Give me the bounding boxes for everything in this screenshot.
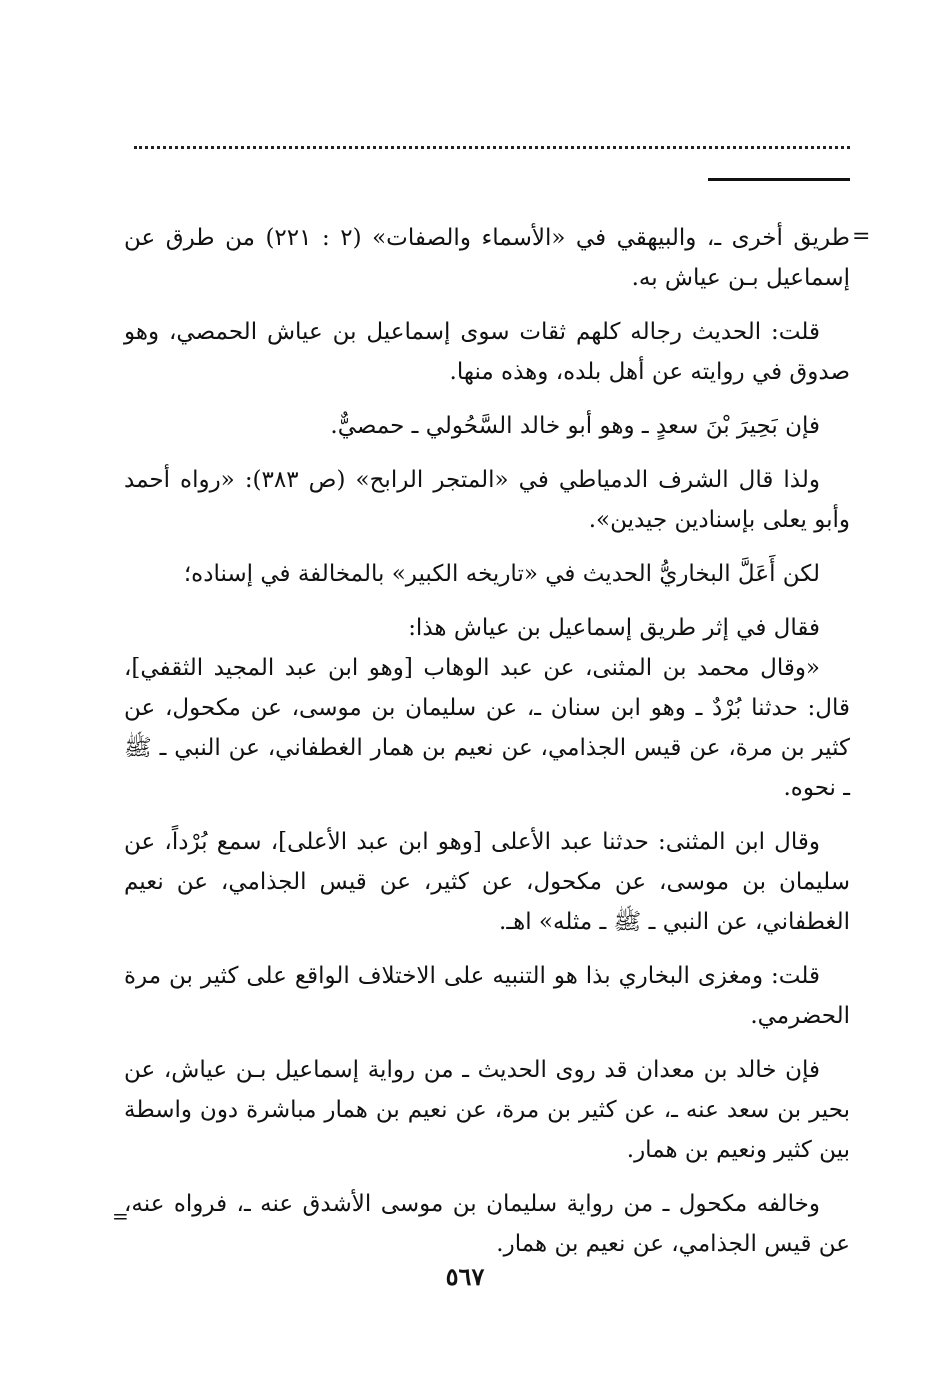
footnote-paragraph: وخالفه مكحول ـ من رواية سليمان بن موسى الأشدق عنه ـ، فرواه عنه، عن قيس الجذامي، عن نعيم بن همار. [124, 1191, 850, 1257]
footnote-paragraph: طريق أخرى ـ، والبيهقي في «الأسماء والصفات» (٢ : ٢٢١) من طرق عن إسماعيل بـن عياش به. [124, 225, 850, 291]
footnote-rule [708, 178, 850, 181]
footnote-paragraph: فإن بَحِيرَ بْنَ سعدٍ ـ وهو أبو خالد السَّحُولي ـ حمصيٌّ. [330, 413, 820, 439]
dotted-separator [134, 146, 850, 149]
footnote-paragraph: لكن أَعَلَّ البخاريُّ الحديث في «تاريخه الكبير» بالمخالفة في إسناده؛ [183, 561, 820, 587]
page-number: ٥٦٧ [445, 1262, 485, 1291]
footnote-paragraph: قلت: الحديث رجاله كلهم ثقات سوى إسماعيل بن عياش الحمصي، وهو صدوق في روايته عن أهل بلده، وهذه منها. [124, 319, 850, 385]
footnote-paragraph: فقال في إثر طريق إسماعيل بن عياش هذا: [408, 615, 820, 641]
footnote-text [124, 218, 850, 1278]
quoted-paragraph: «وقال محمد بن المثنى، عن عبد الوهاب [وهو ابن عبد المجيد الثقفي]، قال: حدثنا بُرْدٌ ـ وهو ابن سنان ـ، عن سليمان بن موسى، عن مكحول، عن كثير بن مرة، عن قيس الجذامي، عن نعيم بن همار الغطفاني، عن النبي ـ ﷺ ـ نحوه. [124, 655, 850, 801]
footnote-paragraph: قلت: ومغزى البخاري بذا هو التنبيه على الاختلاف الواقع على كثير بن مرة الحضرمي. [124, 963, 850, 1029]
footnote-paragraph: ولذا قال الشرف الدمياطي في «المتجر الرابح» (ص ٣٨٣): «رواه أحمد وأبو يعلى بإسنادين جيدين». [124, 467, 850, 533]
continuation-mark-top: = [852, 224, 871, 249]
footnote-paragraph: فإن خالد بن معدان قد روى الحديث ـ من رواية إسماعيل بـن عياش، عن بحير بن سعد عنه ـ، عن كثير بن مرة، عن نعيم بن همار مباشرة دون واسطة بين كثير ونعيم بن همار. [124, 1057, 850, 1163]
continuation-mark-bottom: = [112, 1204, 129, 1228]
quoted-paragraph: وقال ابن المثنى: حدثنا عبد الأعلى [وهو ابن عبد الأعلى]، سمع بُرْداً، عن سليمان بن موسى، عن مكحول، عن كثير، عن قيس الجذامي، عن نعيم الغطفاني، عن النبي ـ ﷺ ـ مثله» اهـ. [124, 829, 850, 935]
